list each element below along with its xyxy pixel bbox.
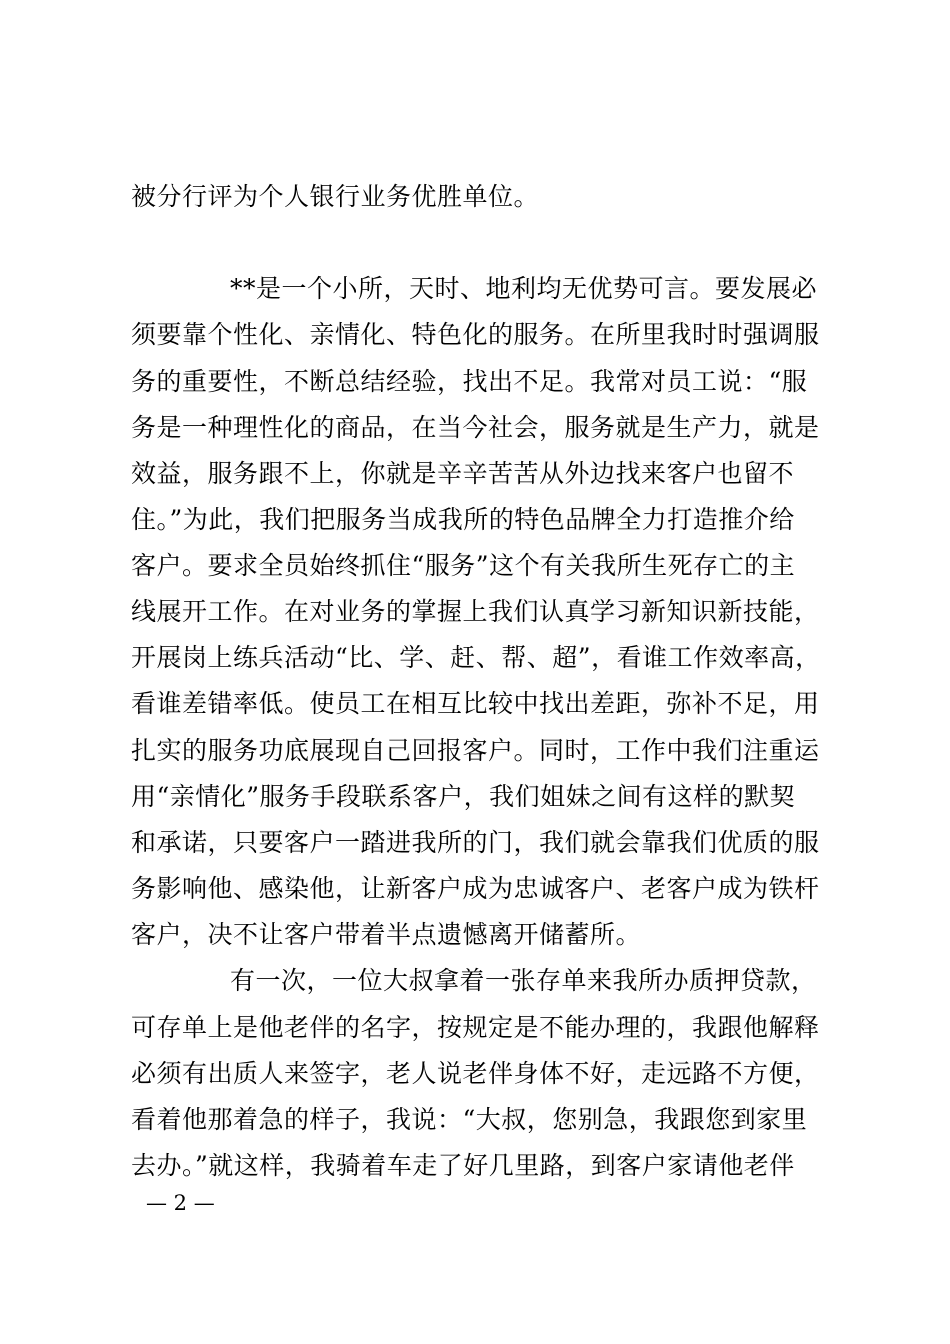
text-line: 用“亲情化”服务手段联系客户，我们姐妹之间有这样的默契 <box>131 782 796 811</box>
text-line: 看谁差错率低。使员工在相互比较中找出差距，弥补不足，用 <box>131 689 820 718</box>
text-line: 线展开工作。在对业务的掌握上我们认真学习新知识新技能， <box>131 597 820 626</box>
text-line: 客户。要求全员始终抓住“服务”这个有关我所生死存亡的主 <box>131 551 796 580</box>
text-line: 开展岗上练兵活动“比、学、赶、帮、超”，看谁工作效率高， <box>131 643 821 672</box>
text-line: 被分行评为个人银行业务优胜单位。 <box>131 182 540 211</box>
text-line: 住。”为此，我们把服务当成我所的特色品牌全力打造推介给 <box>131 505 795 534</box>
text-line: 看着他那着急的样子，我说：“大叔，您别急，我跟您到家里 <box>131 1105 808 1134</box>
text-line: 务的重要性，不断总结经验，找出不足。我常对员工说：“服 <box>131 367 808 396</box>
text-line: 效益，服务跟不上，你就是辛辛苦苦从外边找来客户也留不 <box>131 459 795 488</box>
text-line: 和承诺，只要客户一踏进我所的门，我们就会靠我们优质的服 <box>131 828 820 857</box>
text-line: 必须有出质人来签字，老人说老伴身体不好，走远路不方便， <box>131 1059 820 1088</box>
text-line: 须要靠个性化、亲情化、特色化的服务。在所里我时时强调服 <box>131 320 820 349</box>
text-line: 可存单上是他老伴的名字，按规定是不能办理的，我跟他解释 <box>131 1013 820 1042</box>
text-line: 扎实的服务功底展现自己回报客户。同时，工作中我们注重运 <box>131 736 820 765</box>
text-line: **是一个小所，天时、地利均无优势可言。要发展必 <box>230 274 818 303</box>
text-line: 务影响他、感染他，让新客户成为忠诚客户、老客户成为铁杆 <box>131 874 820 903</box>
text-line: 客户，决不让客户带着半点遗憾离开储蓄所。 <box>131 920 642 949</box>
text-line: 有一次，一位大叔拿着一张存单来我所办质押贷款， <box>230 966 817 995</box>
text-line: 务是一种理性化的商品，在当今社会，服务就是生产力，就是 <box>131 413 820 442</box>
page-number: — 2 — <box>146 1191 215 1215</box>
text-line: 去办。”就这样，我骑着车走了好几里路，到客户家请他老伴 <box>131 1151 795 1180</box>
